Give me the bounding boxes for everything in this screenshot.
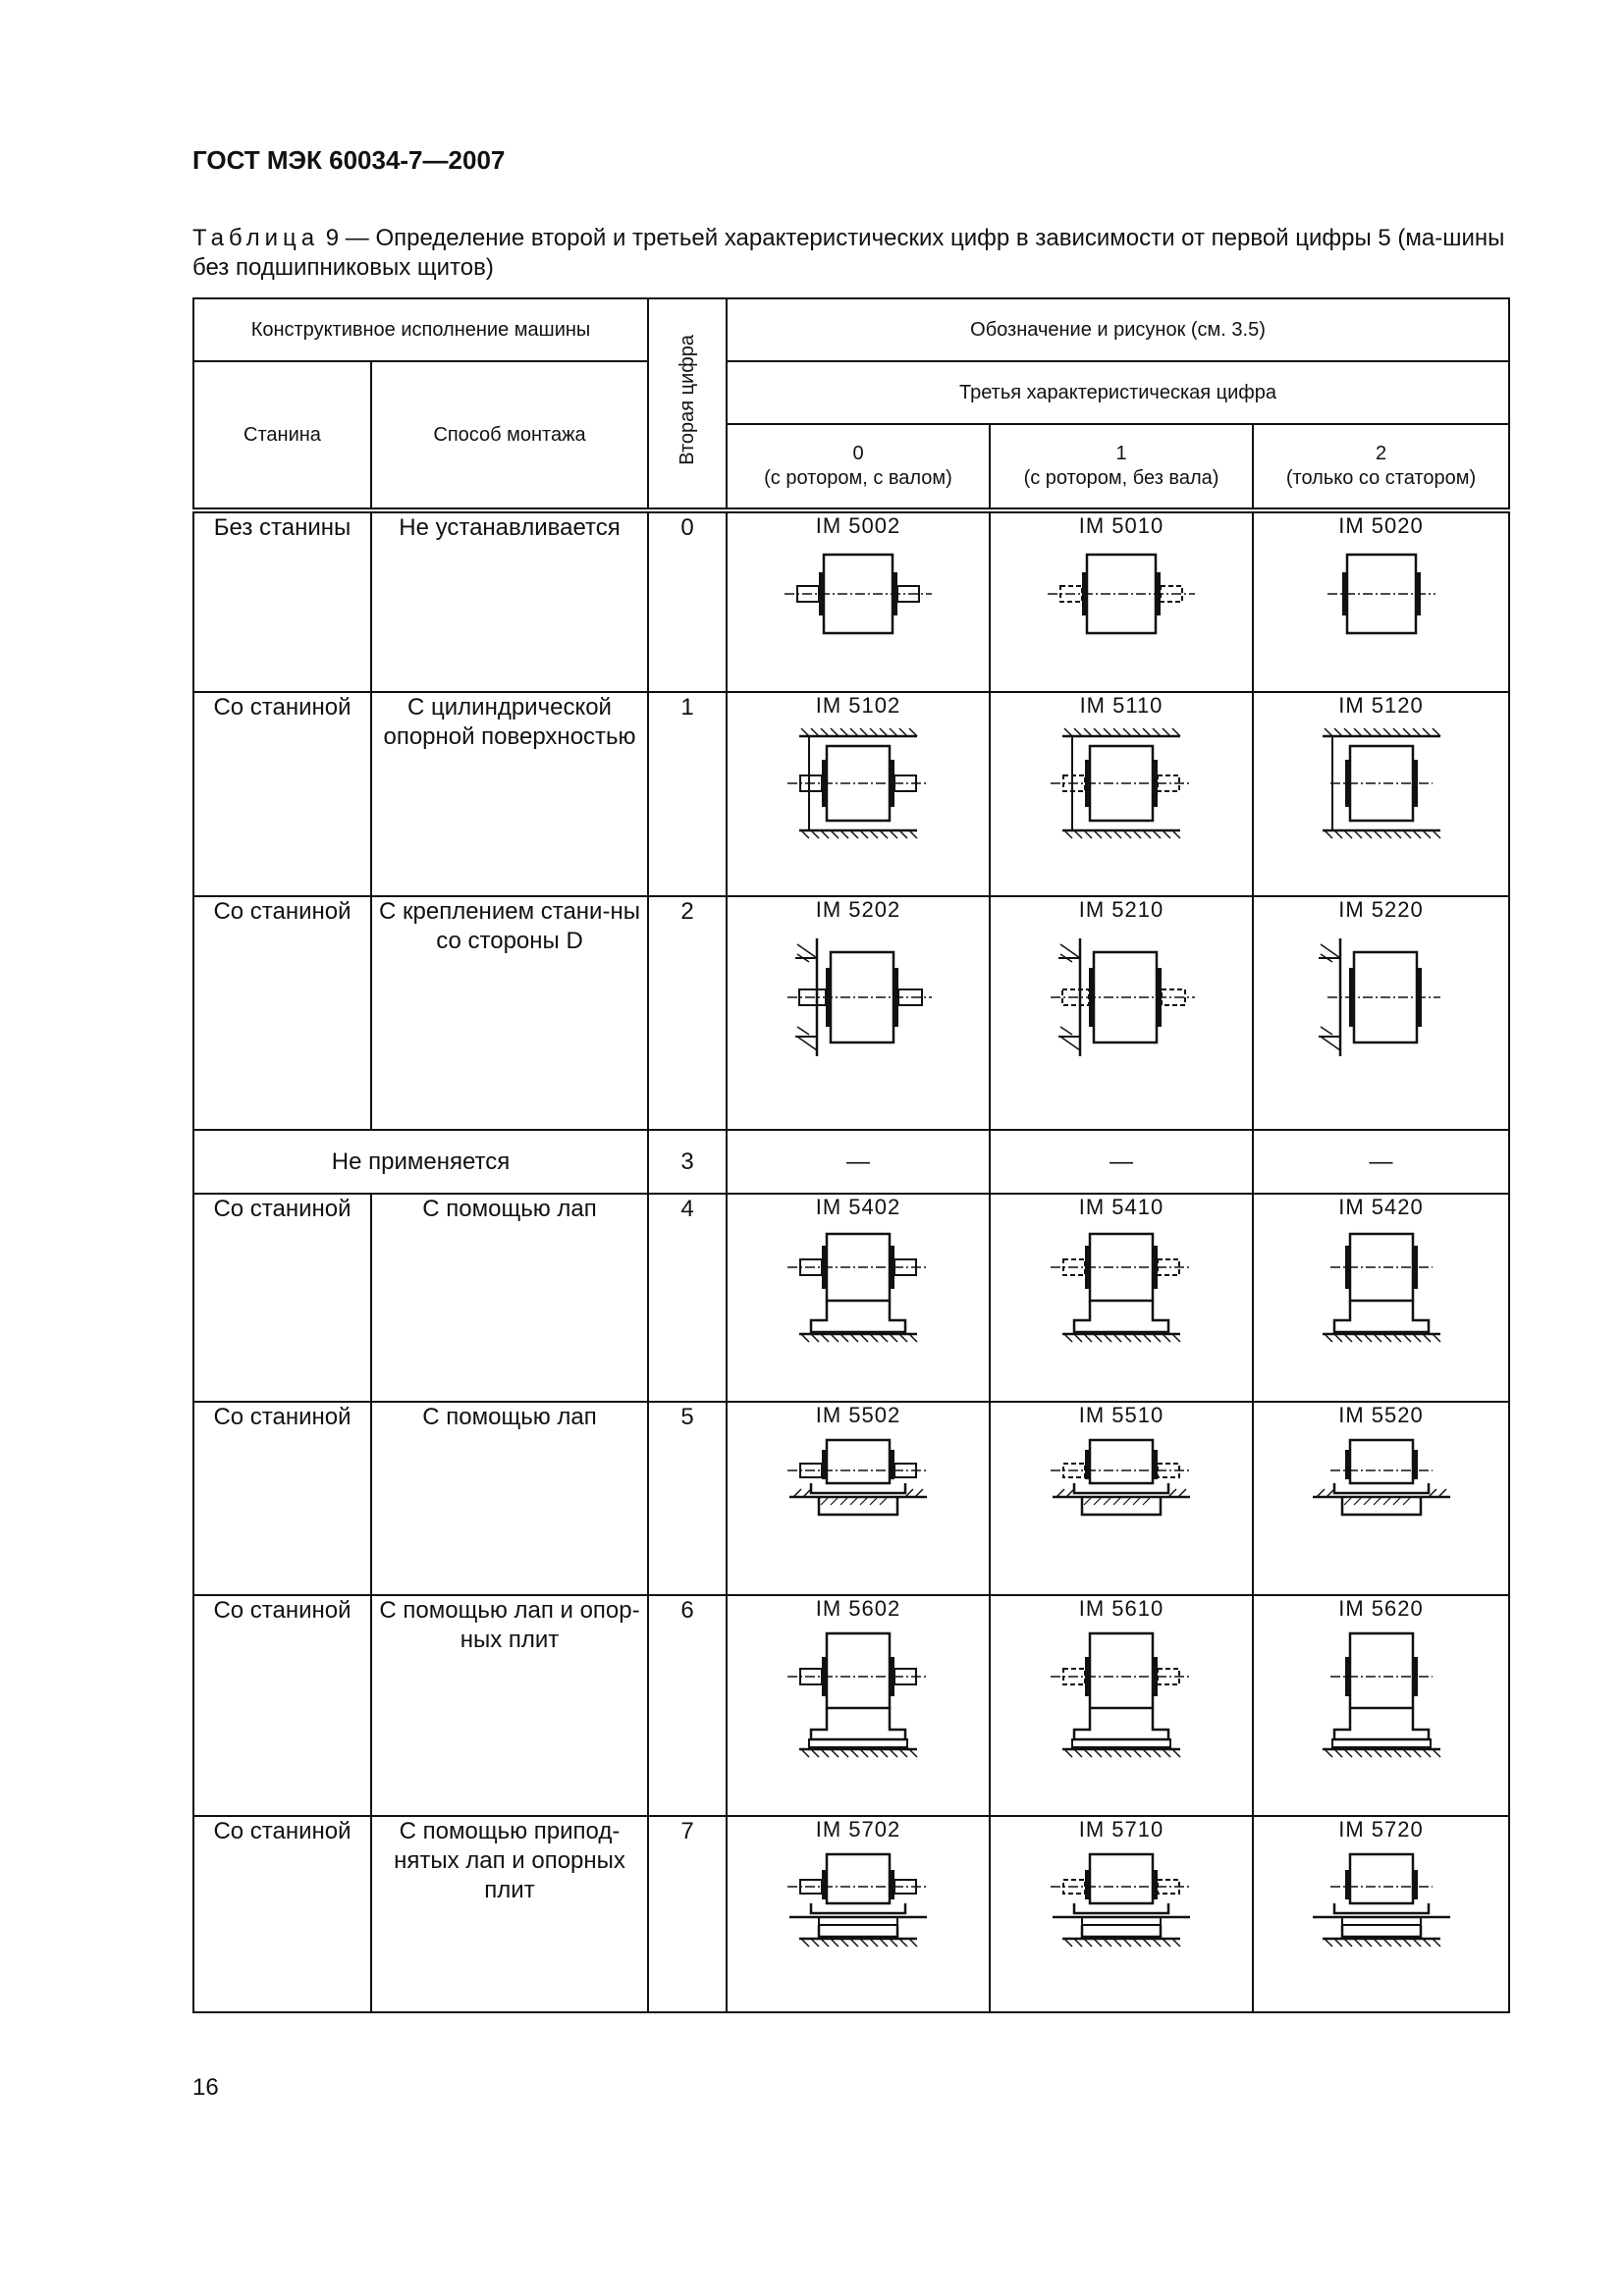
page-number: 16 bbox=[192, 2074, 219, 2101]
figure-cell bbox=[990, 1194, 1253, 1402]
header-col-0 bbox=[727, 424, 990, 510]
frame-cell: Со станиной bbox=[193, 1402, 371, 1595]
frame-cell: Со станиной bbox=[193, 692, 371, 896]
figure-cell bbox=[727, 1816, 990, 2012]
motor-drawing-icon bbox=[780, 1628, 937, 1765]
table-caption bbox=[192, 224, 1508, 283]
mounting-cell: С креплением стани-ны со стороны D bbox=[371, 896, 648, 1130]
im-code: IM 5110 bbox=[1079, 693, 1164, 718]
frame-cell: Со станиной bbox=[193, 1595, 371, 1816]
digit-cell: 1 bbox=[648, 692, 727, 896]
motor-drawing-icon bbox=[1303, 1434, 1460, 1537]
frame-cell: Со станиной bbox=[193, 896, 371, 1130]
header-col-2 bbox=[1253, 424, 1509, 510]
motor-drawing-icon bbox=[780, 1848, 937, 1961]
table-row bbox=[193, 1194, 1509, 1402]
im-code: IM 5520 bbox=[1338, 1403, 1424, 1427]
caption-title: 9 — Определение второй и третьей характеристических цифр в зависимости от первой цифры 5 (ма-шины без подшипниковых щитов) bbox=[192, 225, 1505, 281]
header-row-2 bbox=[193, 361, 1509, 424]
motor-drawing-icon bbox=[1043, 1628, 1200, 1765]
figure-cell bbox=[727, 1402, 990, 1595]
frame-cell: Со станиной bbox=[193, 1816, 371, 2012]
header-second-digit bbox=[648, 298, 727, 510]
figure-cell bbox=[1253, 510, 1509, 692]
im-code: IM 5502 bbox=[815, 1403, 901, 1427]
figure-cell bbox=[990, 1595, 1253, 1816]
im-code: IM 5610 bbox=[1078, 1596, 1164, 1621]
header-col-1 bbox=[990, 424, 1253, 510]
caption-label: Таблица bbox=[192, 225, 320, 251]
im-code: IM 5402 bbox=[815, 1195, 901, 1219]
document-header: ГОСТ МЭК 60034-7—2007 bbox=[192, 145, 506, 175]
digit-cell: 2 bbox=[648, 896, 727, 1130]
dash-cell: — bbox=[1253, 1130, 1509, 1194]
table-row bbox=[193, 1130, 1509, 1194]
motor-drawing-icon bbox=[1303, 545, 1460, 643]
table-row bbox=[193, 1816, 1509, 2012]
im-code: IM 5102 bbox=[815, 693, 901, 718]
frame-cell: Со станиной bbox=[193, 1194, 371, 1402]
figure-cell bbox=[1253, 1194, 1509, 1402]
figure-cell bbox=[1253, 896, 1509, 1130]
header-row-1 bbox=[193, 298, 1509, 361]
im-code: IM 5602 bbox=[815, 1596, 901, 1621]
header-construction: Конструктивное исполнение машины bbox=[193, 298, 648, 361]
header-mounting: Способ монтажа bbox=[371, 361, 648, 510]
motor-drawing-icon bbox=[1303, 724, 1460, 842]
dash-cell: — bbox=[727, 1130, 990, 1194]
table-row bbox=[193, 510, 1509, 692]
motor-drawing-icon bbox=[1043, 545, 1200, 643]
header-designation: Обозначение и рисунок (см. 3.5) bbox=[727, 298, 1509, 361]
col-2-digit: 2 bbox=[1375, 443, 1387, 464]
motor-drawing-icon bbox=[1303, 1628, 1460, 1765]
figure-cell bbox=[727, 896, 990, 1130]
col-2-desc: (только со статором) bbox=[1285, 467, 1477, 489]
mounting-cell: Не устанавливается bbox=[371, 510, 648, 692]
im-code: IM 5020 bbox=[1338, 513, 1424, 538]
dash-cell: — bbox=[990, 1130, 1253, 1194]
header-third-digit: Третья характеристическая цифра bbox=[727, 361, 1509, 424]
im-code: IM 5220 bbox=[1338, 897, 1424, 922]
motor-drawing-icon bbox=[780, 929, 937, 1066]
col-1-desc: (с ротором, без вала) bbox=[1023, 467, 1219, 489]
im-code: IM 5420 bbox=[1338, 1195, 1424, 1219]
col-1-digit: 1 bbox=[1115, 443, 1127, 464]
im-code: IM 5202 bbox=[815, 897, 901, 922]
figure-cell bbox=[990, 692, 1253, 896]
motor-drawing-icon bbox=[1303, 1226, 1460, 1349]
header-frame: Станина bbox=[193, 361, 371, 510]
digit-cell: 6 bbox=[648, 1595, 727, 1816]
mounting-cell: С помощью лап bbox=[371, 1402, 648, 1595]
col-0-digit: 0 bbox=[852, 443, 864, 464]
figure-cell bbox=[1253, 1595, 1509, 1816]
im-code: IM 5702 bbox=[815, 1817, 901, 1842]
im-code: IM 5010 bbox=[1078, 513, 1164, 538]
motor-drawing-icon bbox=[1303, 929, 1460, 1066]
im-code: IM 5120 bbox=[1338, 693, 1424, 718]
figure-cell bbox=[990, 510, 1253, 692]
col-0-desc: (с ротором, с валом) bbox=[764, 467, 952, 489]
motor-drawing-icon bbox=[780, 545, 937, 643]
figure-cell bbox=[990, 1816, 1253, 2012]
table-row bbox=[193, 692, 1509, 896]
figure-cell bbox=[1253, 692, 1509, 896]
table-row bbox=[193, 1402, 1509, 1595]
table-row bbox=[193, 896, 1509, 1130]
motor-drawing-icon bbox=[780, 724, 937, 842]
motor-drawing-icon bbox=[1043, 1226, 1200, 1349]
digit-cell: 3 bbox=[648, 1130, 727, 1194]
mounting-cell: С помощью припод-нятых лап и опорных плит bbox=[371, 1816, 648, 2012]
motor-drawing-icon bbox=[1043, 1848, 1200, 1961]
digit-cell: 7 bbox=[648, 1816, 727, 2012]
figure-cell bbox=[727, 510, 990, 692]
figure-cell bbox=[990, 1402, 1253, 1595]
motor-drawing-icon bbox=[780, 1226, 937, 1349]
frame-cell: Без станины bbox=[193, 510, 371, 692]
motor-drawing-icon bbox=[1303, 1848, 1460, 1961]
figure-cell bbox=[990, 896, 1253, 1130]
im-code: IM 5620 bbox=[1338, 1596, 1424, 1621]
digit-cell: 4 bbox=[648, 1194, 727, 1402]
motor-drawing-icon bbox=[1043, 1434, 1200, 1537]
im-code: IM 5210 bbox=[1078, 897, 1164, 922]
im-code: IM 5510 bbox=[1078, 1403, 1164, 1427]
figure-cell bbox=[1253, 1402, 1509, 1595]
motor-drawing-icon bbox=[1043, 929, 1200, 1066]
figure-cell bbox=[727, 692, 990, 896]
figure-cell bbox=[727, 1595, 990, 1816]
motor-drawing-icon bbox=[780, 1434, 937, 1537]
digit-cell: 0 bbox=[648, 510, 727, 692]
table-row bbox=[193, 1595, 1509, 1816]
im-code: IM 5002 bbox=[815, 513, 901, 538]
motor-drawing-icon bbox=[1043, 724, 1200, 842]
not-applicable-cell: Не применяется bbox=[193, 1130, 648, 1194]
figure-cell bbox=[1253, 1816, 1509, 2012]
im-code: IM 5710 bbox=[1078, 1817, 1164, 1842]
figure-cell bbox=[727, 1194, 990, 1402]
mounting-cell: С цилиндрической опорной поверхностью bbox=[371, 692, 648, 896]
im-code: IM 5410 bbox=[1078, 1195, 1164, 1219]
mounting-cell: С помощью лап и опор-ных плит bbox=[371, 1595, 648, 1816]
digit-cell: 5 bbox=[648, 1402, 727, 1595]
mounting-cell: С помощью лап bbox=[371, 1194, 648, 1402]
designation-table bbox=[192, 297, 1510, 2013]
im-code: IM 5720 bbox=[1338, 1817, 1424, 1842]
header-second-digit-label: Вторая цифра bbox=[676, 335, 698, 465]
